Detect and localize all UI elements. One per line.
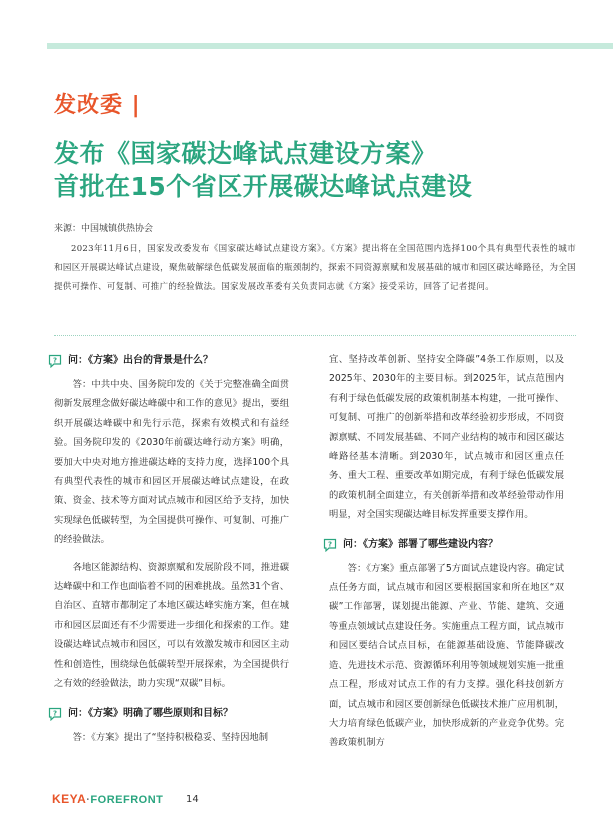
- footer-brand: [52, 792, 163, 806]
- intro-divider: [54, 335, 576, 336]
- brand-separator: ·: [86, 794, 91, 806]
- header-band: [47, 43, 613, 49]
- question-text: 问：《方案》出台的背景是什么？: [68, 355, 213, 367]
- article-title-line2: 首批在15个省区开展碳达峰试点建设: [54, 172, 473, 201]
- answer-paragraph: 答：《方案》提出了“坚持积极稳妥、坚持因地制: [72, 731, 268, 743]
- question-text: 问：《方案》部署了哪些建设内容？: [343, 538, 498, 550]
- question-heading-2: [48, 703, 289, 725]
- svg-text:?: ?: [52, 356, 58, 365]
- answer-paragraph-continued: 宜、坚持改革创新、坚持安全降碳”4条工作原则，以及2025年、2030年的主要目标。到2025年，试点范围内有利于绿色低碳发展的政策机制基本构建，一批可操作、可复制、可推广的创新举措和改革经验初步形成，不同资源禀赋、不同发展基础、不同产业结构的城市和园区碳达峰路径基本清晰。到2030年，试点城市和园区重点任务、重大工程、重要改革如期完成，有利于绿色低碳发展的政策机制全面建立，有关创新举措和改革经验带动作用明显，对全国实现碳达峰目标发挥重要支撑作用。: [329, 354, 564, 521]
- left-column: [54, 350, 289, 747]
- answer-paragraph: 答：《方案》重点部署了5方面试点建设内容。确定试点任务方面，试点城市和园区要根据国家和所在地区“双碳”工作部署，谋划提出能源、产业、节能、建筑、交通等重点领域试点建设任务。实施重点工程方面，试点城市和园区要结合试点目标，在能源基础设施、节能降碳改造、先进技术示范、资源循环利用等领域规划实施一批重点工程，形成对试点工作的有力支撑。强化科技创新方面，试点城市和园区要创新绿色低碳技术推广应用机制，大力培育绿色低碳产业，加快形成新的产业竞争优势。完善政策机制方: [329, 562, 564, 749]
- question-bubble-icon: [323, 538, 337, 552]
- intro-paragraph: 2023年11月6日，国家发改委发布《国家碳达峰试点建设方案》。《方案》提出将在全国范围内选择100个具有典型代表性的城市和园区开展碳达峰试点建设，聚焦破解绿色低碳发展面临的瓶颈制约，探索不同资源禀赋和发展基础的城市和园区碳达峰路径，为全国提供可操作、可复制、可推广的经验做法。国家发展改革委有关负责同志就《方案》接受采访，回答了记者提问。: [54, 244, 576, 292]
- answer-paragraph: 各地区能源结构、资源禀赋和发展阶段不同，推进碳达峰碳中和工作也面临着不同的困难挑战。虽然31个省、自治区、直辖市都制定了本地区碳达峰实施方案，但在城市和园区层面还有不少需要进一步细化和探索的工作。建设碳达峰试点城市和园区，可以有效激发城市和园区主动性和创造性，围绕绿色低碳转型开展探索，为全国提供行之有效的经验做法，助力实现“双碳”目标。: [54, 561, 289, 690]
- brand-keya: KEYA: [52, 792, 87, 806]
- svg-text:?: ?: [327, 540, 333, 549]
- question-bubble-icon: [48, 354, 62, 368]
- answer-paragraph: 答：中共中央、国务院印发的《关于完整准确全面贯彻新发展理念做好碳达峰碳中和工作的意见》提出，要组织开展碳达峰碳中和先行示范，探索有效模式和有益经验。国务院印发的《2030年前碳达峰行动方案》明确，要加大中央对地方推进碳达峰的支持力度，选择100个具有典型代表性的城市和园区开展碳达峰试点建设，在政策、资金、技术等方面对试点城市和园区给予支持，加快实现绿色低碳转型，为全国提供可操作、可复制、可推广的经验做法。: [54, 379, 289, 546]
- question-heading-3: [323, 534, 564, 556]
- page-number: 14: [186, 794, 199, 805]
- question-bubble-icon: [48, 707, 62, 721]
- question-heading-1: [48, 350, 289, 372]
- article-title-line1: 发布《国家碳达峰试点建设方案》: [54, 139, 437, 168]
- section-kicker: 发改委 |: [54, 93, 141, 118]
- right-column: [329, 350, 564, 753]
- brand-forefront: FOREFRONT: [90, 794, 164, 806]
- svg-text:?: ?: [52, 709, 58, 718]
- question-text: 问：《方案》明确了哪些原则和目标？: [68, 707, 233, 719]
- article-source: 来源：中国城镇供热协会: [54, 224, 154, 234]
